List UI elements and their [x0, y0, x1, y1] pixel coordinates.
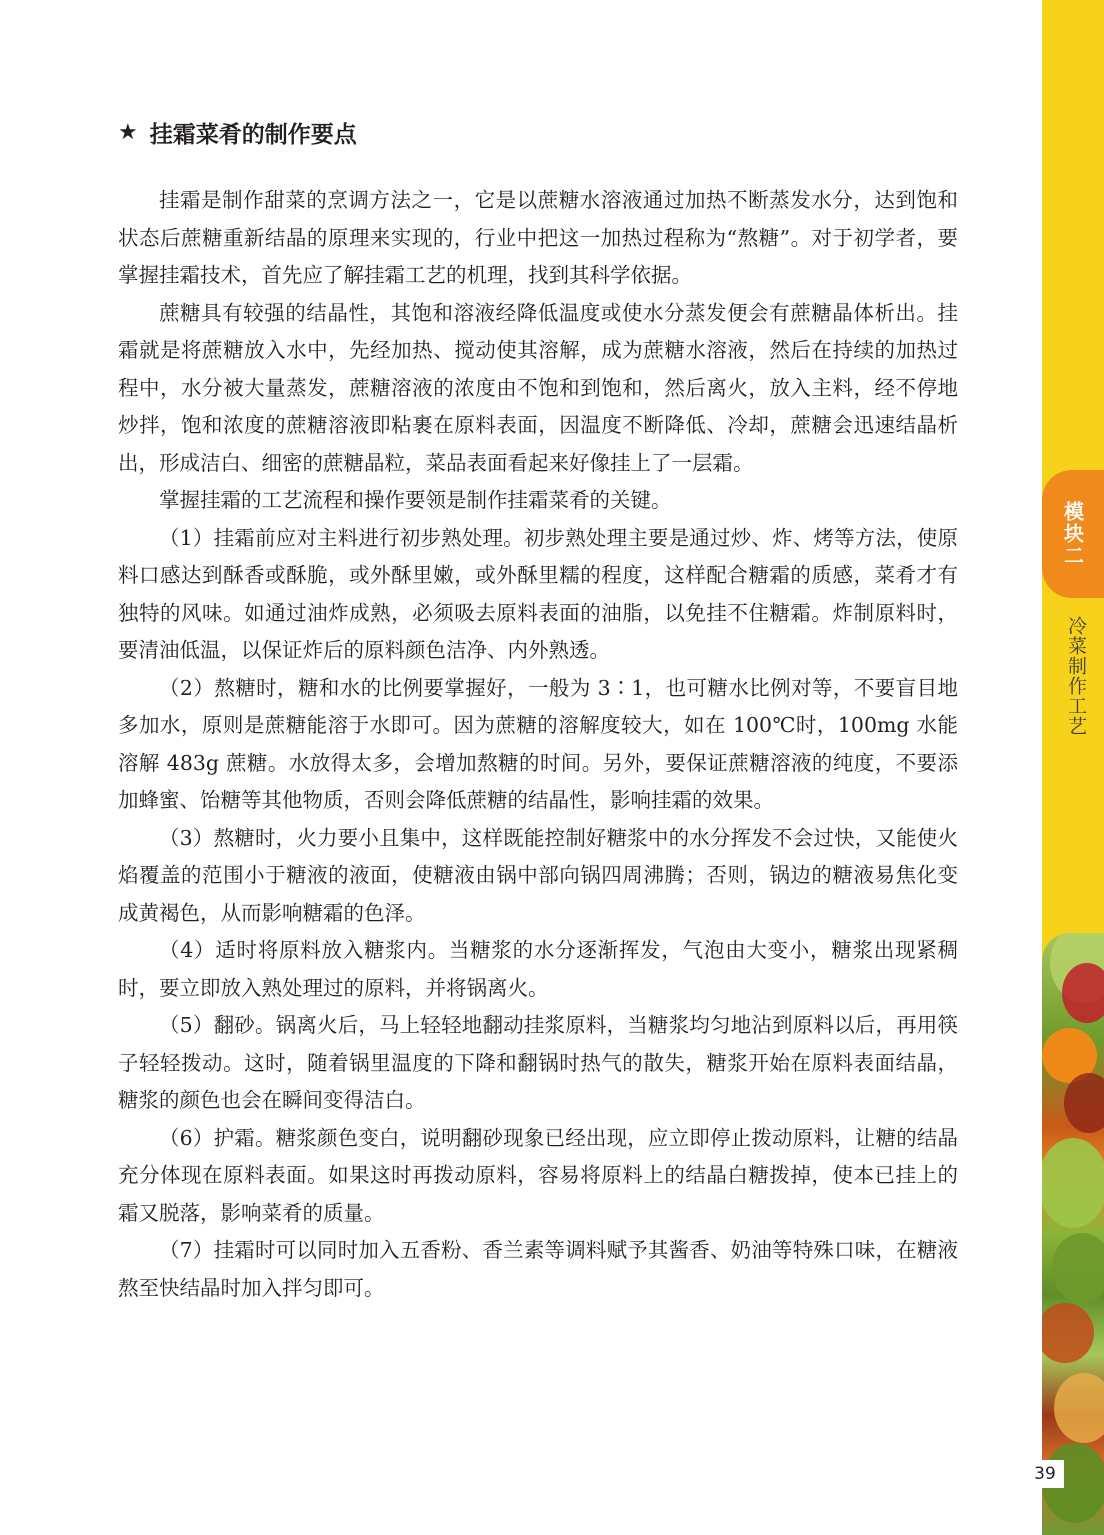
paragraph: 挂霜是制作甜菜的烹调方法之一，它是以蔗糖水溶液通过加热不断蒸发水分，达到饱和状态后蔗糖重新结晶的原理来实现的，行业中把这一加热过程称为“熬糖”。对于初学者，要掌握挂霜技术，首先应了解挂霜工艺的机理，找到其科学依据。 — [118, 188, 958, 287]
module-label: 模块二 — [1060, 501, 1085, 567]
paragraph: （6）护霜。糖浆颜色变白，说明翻砂现象已经出现，应立即停止拨动原料，让糖的结晶充分体现在原料表面。如果这时再拨动原料，容易将原料上的结晶白糖拨掉，使本已挂上的霜又脱落，影响菜肴的质量。 — [118, 1125, 958, 1225]
food-photo-image — [1042, 933, 1104, 1535]
paragraph: （5）翻砂。锅离火后，马上轻轻地翻动挂浆原料，当糖浆均匀地沾到原料以后，再用筷子轻轻拨动。这时，随着锅里温度的下降和翻锅时热气的散失，糖浆开始在原料表面结晶，糖浆的颜色也会在瞬间变得洁白。 — [118, 1013, 958, 1112]
paragraph: （4）适时将原料放入糖浆内。当糖浆的水分逐渐挥发，气泡由大变小，糖浆出现紧稠时，要立即放入熟处理过的原料，并将锅离火。 — [118, 938, 958, 1000]
paragraph: （7）挂霜时可以同时加入五香粉、香兰素等调料赋予其酱香、奶油等特殊口味，在糖液熬至快结晶时加入拌匀即可。 — [118, 1238, 958, 1300]
paragraph: （3）熬糖时，火力要小且集中，这样既能控制好糖浆中的水分挥发不会过快，又能使火焰覆盖的范围小于糖液的液面，使糖液由锅中部向锅四周沸腾；否则，锅边的糖液易焦化变成黄褐色，从而影响糖霜的色泽。 — [118, 825, 958, 925]
paragraph: （2）熬糖时，糖和水的比例要掌握好，一般为 3∶1，也可糖水比例对等，不要盲目地多加水，原则是蔗糖能溶于水即可。因为蔗糖的溶解度较大，如在 100℃时，100mg 水能溶解 483g 蔗糖。水放得太多，会增加熬糖的时间。另外，要保证蔗糖溶液的纯度，不要添加蜂蜜、饴糖等其他物质，否则会降低蔗糖的结晶性，影响挂霜的效果。 — [118, 675, 958, 812]
paragraph: 蔗糖具有较强的结晶性，其饱和溶液经降低温度或使水分蒸发便会有蔗糖晶体析出。挂霜就是将蔗糖放入水中，先经加热、搅动使其溶解，成为蔗糖水溶液，然后在持续的加热过程中，水分被大量蒸发，蔗糖溶液的浓度由不饱和到饱和，然后离火，放入主料，经不停地炒拌，饱和浓度的蔗糖溶液即粘裹在原料表面，因温度不断降低、冷却，蔗糖会迅速结晶析出，形成洁白、细密的蔗糖晶粒，菜品表面看起来好像挂上了一层霜。 — [118, 300, 958, 475]
main-content — [118, 112, 958, 1307]
paragraph: 掌握挂霜的工艺流程和操作要领是制作挂霜菜肴的关键。 — [159, 488, 672, 512]
page-number: 39 — [1026, 1460, 1064, 1488]
star-icon: ★ — [118, 119, 138, 145]
section-heading-text: 挂霜菜肴的制作要点 — [149, 121, 357, 148]
chapter-title: 冷菜制作工艺 — [1065, 616, 1087, 736]
section-heading — [118, 112, 958, 152]
module-tab — [1042, 470, 1104, 598]
paragraph: （1）挂霜前应对主料进行初步熟处理。初步熟处理主要是通过炒、炸、烤等方法，使原料口感达到酥香或酥脆，或外酥里嫩，或外酥里糯的程度，这样配合糖霜的质感，菜肴才有独特的风味。如通过油炸成熟，必须吸去原料表面的油脂，以免挂不住糖霜。炸制原料时，要清油低温，以保证炸后的原料颜色洁净、内外熟透。 — [118, 525, 958, 662]
